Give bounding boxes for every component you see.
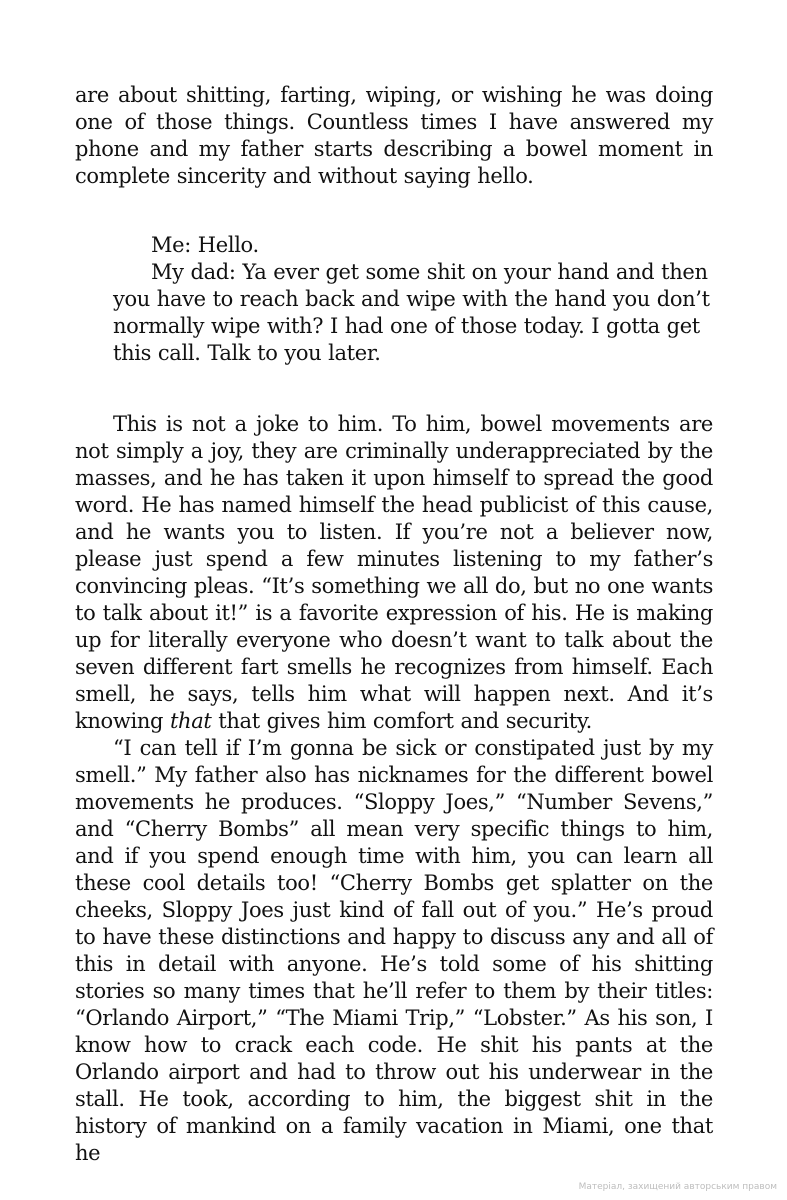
dialog-block [113, 232, 713, 367]
dialog-line-dad: My dad: Ya ever get some shit on your hand and then you have to reach back and wipe with the hand you don’t normally wipe with? I had one of those today. I gotta get this call. Talk to you later. [113, 260, 710, 365]
paragraph-2-text-a: This is not a joke to him. To him, bowel movements are not simply a joy, they are criminally underappreciated by the masses, and he has taken it upon himself to spread the good word. He has named himself the head publicist of this cause, and he wants you to listen. If you’re not a believer now, please just spend a few minutes listening to my father’s convincing pleas. “It’s something we all do, but no one wants to talk about it!” is a favorite expression of his. He is making up for literally everyone who doesn’t want to talk about the seven different fart smells he recognizes from himself. Each smell, he says, tells him what will happen next. And it’s knowing [75, 412, 713, 733]
paragraph-2-emphasis: that [169, 709, 212, 733]
paragraph-2 [75, 411, 713, 735]
paragraph-1: are about shitting, farting, wiping, or wishing he was doing one of those things. Countless times I have answered my phone and my father starts describing a bowel moment in complete sincerity and without saying hello. [75, 83, 713, 188]
paragraph-3: “I can tell if I’m gonna be sick or constipated just by my smell.” My father also has nicknames for the different bowel movements he produces. “Sloppy Joes,” “Number Sevens,” and “Cherry Bombs” all mean very specific things to him, and if you spend enough time with him, you can learn all these cool details too! “Cherry Bombs get splatter on the cheeks, Sloppy Joes just kind of fall out of you.” He’s proud to have these distinctions and happy to discuss any and all of this in detail with anyone. He’s told some of his shitting stories so many times that he’ll refer to them by their titles: “Orlando Airport,” “The Miami Trip,” “Lobster.” As his son, I know how to crack each code. He shit his pants at the Orlando airport and had to throw out his underwear in the stall. He took, according to him, the biggest shit in the history of mankind on a family vacation in Miami, one that he [75, 736, 713, 1165]
copyright-watermark: Матеріал, захищений авторським правом [578, 1182, 777, 1192]
book-page [75, 82, 713, 1167]
paragraph-2-text-b: that gives him comfort and security. [211, 709, 593, 733]
dialog-line-me: Me: Hello. [151, 233, 259, 257]
